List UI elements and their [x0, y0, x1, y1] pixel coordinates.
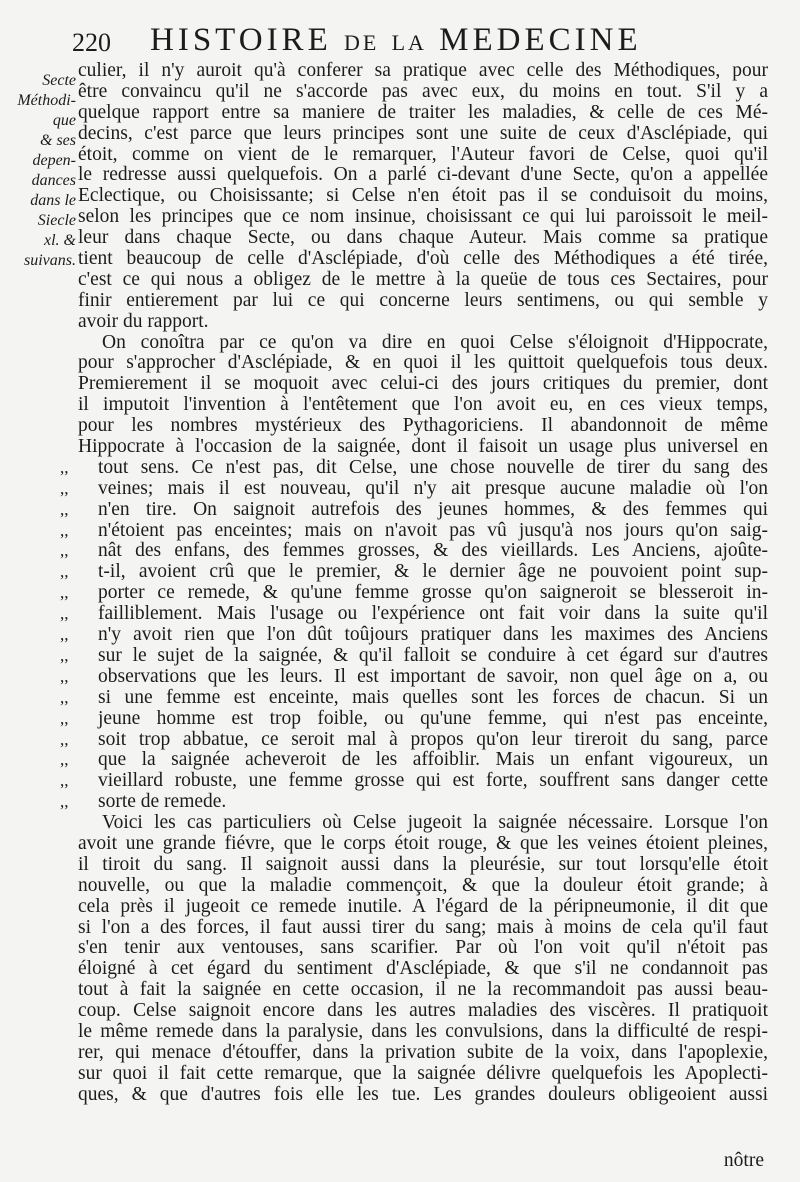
- text-run: n'y avoit rien que l'on dût toûjours pratiquer dans les maximes des Anciens: [98, 624, 768, 646]
- text-run: il imputoit l'invention à l'entêtement que l'on avoit eu, en ces vieux temps,: [78, 394, 768, 416]
- quoted-line: [60, 540, 768, 562]
- paragraph3-line: [78, 1085, 768, 1106]
- paragraph1-line: [78, 228, 768, 249]
- text-run: le même remede dans la paralysie, dans les convulsions, dans la difficulté de respi-: [78, 1020, 768, 1042]
- paragraph2-line: [78, 333, 768, 354]
- text-run: pour s'approcher d'Asclépiade, & en quoi il les quittoit quelquefois tous deux.: [78, 352, 768, 374]
- text-run: étoit, comme on vient de le remarquer, l'Auteur favori de Celse, quoi qu'il: [78, 143, 768, 165]
- quoted-line: [60, 582, 768, 604]
- quotation-mark: ,,: [60, 457, 69, 477]
- marginal-note-line: suivans.: [24, 252, 76, 269]
- quotation-mark: ,,: [60, 478, 69, 498]
- quoted-line: [60, 707, 768, 730]
- quotation-mark: ,,: [60, 520, 69, 540]
- paragraph1-line: [78, 145, 768, 166]
- paragraph3-line: [78, 938, 768, 959]
- quotation-mark: ,,: [60, 750, 69, 770]
- quotation-mark: ,,: [60, 792, 69, 812]
- text-run: c'est ce qui nous a obligez de le mettre à la queüe de tous ces Sectaires, pour: [78, 268, 768, 290]
- quotation-mark: ,,: [60, 687, 69, 707]
- quoted-line: [60, 770, 768, 792]
- quotation-mark: ,,: [60, 604, 69, 624]
- page-number: 220: [72, 28, 111, 57]
- quoted-line: [60, 498, 768, 521]
- quoted-line: [60, 749, 768, 771]
- paragraph3-line: [78, 897, 768, 918]
- text-run: sur quoi il fait cette remarque, que la saignée délivre quelquefois les Apoplecti-: [78, 1062, 768, 1084]
- text-run: tout à fait la saignée en cette occasion, il ne la recommandoit pas aussi beau-: [78, 979, 768, 1001]
- quoted-line: [60, 665, 768, 688]
- quoted-line: [60, 456, 768, 479]
- paragraph1-line: [78, 207, 768, 228]
- quoted-line: [60, 603, 768, 625]
- paragraph3-line: [78, 855, 768, 876]
- paragraph1-line: [78, 124, 768, 145]
- text-run: cela près il jugeoit ce remede inutile. A l'égard de la péripneumonie, il dit que: [78, 895, 768, 917]
- text-run: Hippocrate à l'occasion de la saignée, dont il faisoit un usage plus universel en: [78, 436, 768, 458]
- paragraph1-line: [78, 103, 768, 124]
- paragraph1-line: [78, 270, 768, 291]
- running-header: [72, 22, 712, 62]
- catchword: nôtre: [723, 1150, 764, 1171]
- paragraph3-line: [78, 1043, 768, 1064]
- text-run: t-il, avoient crû que le premier, & le dernier âge ne pouvoient point sup-: [98, 561, 768, 583]
- paragraph3-line: [78, 1064, 768, 1085]
- text-run: n'en tire. On saignoit autrefois des jeunes hommes, & des femmes qui: [98, 498, 768, 520]
- quotation-mark: ,,: [60, 499, 69, 519]
- text-run: jeune homme est trop foible, ou qu'une femme, qui n'est pas enceinte,: [98, 707, 768, 729]
- text-run: soit trop abbatue, ce seroit mal à propos qu'on leur tireroit du sang, parce: [98, 728, 768, 750]
- title-word-histoire: HISTOIRE: [150, 22, 332, 58]
- paragraph1-line: [78, 82, 768, 103]
- paragraph1-line: [78, 312, 768, 333]
- quotation-mark: ,,: [60, 583, 69, 603]
- text-run: culier, il n'y auroit qu'à conferer sa pratique avec celle des Méthodiques, pour: [78, 60, 768, 81]
- quoted-line: [60, 791, 768, 813]
- paragraph3-line: [78, 918, 768, 939]
- paragraph1-line: [78, 61, 768, 82]
- quoted-line: [60, 477, 768, 500]
- paragraph2-line: [78, 416, 768, 437]
- paragraph2-line: [78, 437, 768, 458]
- quoted-line: [60, 519, 768, 542]
- text-run: coup. Celse saignoit encore dans les autres maladies des viscères. Il pratiquoit: [78, 1000, 768, 1022]
- paragraph3-line: [78, 813, 768, 834]
- quoted-line: [60, 728, 768, 751]
- text-run: sur le sujet de la saignée, & qu'il falloit se conduire à cet égard sur d'autres: [98, 644, 768, 666]
- text-run: le redresse aussi quelquefois. On a parlé ci-devant d'une Secte, qu'on a appellée: [78, 164, 768, 186]
- text-run: si l'on a des forces, il faut aussi tirer du sang; mais à moins de cela qu'il faut: [78, 916, 768, 938]
- quoted-line: [60, 561, 768, 583]
- text-run: Voici les cas particuliers où Celse jugeoit la saignée nécessaire. Lorsque l'on: [102, 812, 768, 834]
- text-run: pour les nombres mystérieux des Pythagoriciens. Il abandonnoit de même: [78, 415, 768, 437]
- text-run: n'étoient pas enceintes; mais on n'avoit pas vû jusqu'à nos jours qu'on saig-: [98, 519, 768, 541]
- quoted-line: [60, 686, 768, 709]
- paragraph2-line: [78, 374, 768, 395]
- text-run: éloigné à cet égard du sentiment d'Asclépiade, & que s'il ne condannoit pas: [78, 958, 768, 980]
- text-run: rer, qui menace d'étouffer, dans la privation subite de la voix, dans l'apoplexie,: [78, 1041, 768, 1063]
- text-run: finir entierement par lui ce qui concerne leurs sentimens, ou qui semble y: [78, 289, 768, 311]
- quotation-mark: ,,: [60, 666, 69, 686]
- marginal-note-line: Secte: [42, 72, 76, 89]
- paragraph2-line: [78, 353, 768, 374]
- text-run: tout sens. Ce n'est pas, dit Celse, une chose nouvelle de tirer du sang des: [98, 456, 768, 478]
- text-run: nât des enfans, des femmes grosses, & des vieillards. Les Anciens, ajoûte-: [98, 540, 768, 562]
- quoted-line: [60, 644, 768, 667]
- title-word-de: DE: [343, 30, 380, 55]
- paragraph3-line: [78, 959, 768, 980]
- marginal-note: [4, 71, 76, 271]
- text-run: sorte de remede.: [98, 791, 227, 813]
- marginal-note-line: & ses: [40, 132, 76, 149]
- text-run: Eclectique, ou Choisissante; si Celse n'en étoit pas il se conduisoit du moins,: [78, 185, 768, 207]
- paragraph3-line: [78, 1022, 768, 1043]
- text-run: observations que les leurs. Il est important de savoir, non quel âge on a, ou: [98, 665, 768, 687]
- running-title: [150, 22, 642, 59]
- text-run: quelque rapport entre sa maniere de traiter les maladies, & celle de ces Mé-: [78, 101, 768, 123]
- quotation-mark: ,,: [60, 771, 69, 791]
- title-word-medecine: MEDECINE: [439, 22, 642, 58]
- marginal-note-line: Méthodi-: [17, 92, 76, 109]
- text-run: avoit une grande fiévre, que le corps étoit rouge, & que les veines étoient pleines,: [78, 832, 768, 854]
- text-run: leur dans chaque Secte, ou dans chaque Auteur. Mais comme sa pratique: [78, 227, 768, 249]
- marginal-note-line: que: [52, 112, 76, 129]
- text-run: que la saignée acheveroit de les affoiblir. Mais un enfant vigoureux, un: [98, 749, 768, 771]
- text-run: être convaincu qu'il ne s'accorde pas avec eux, du moins en tout. S'il y a: [78, 80, 768, 102]
- marginal-note-line: depen-: [32, 152, 76, 169]
- text-run: s'en tenir aux ventouses, sans scarifier. Par où l'on voit qu'il n'étoit pas: [78, 937, 768, 959]
- paragraph3-line: [78, 1001, 768, 1022]
- paragraph2-line: [78, 395, 768, 416]
- paragraph1-line: [78, 249, 768, 270]
- text-run: avoir du rapport.: [78, 310, 209, 332]
- quotation-mark: ,,: [60, 645, 69, 665]
- text-run: ques, & que d'autres fois elle les tue. Les grandes douleurs obligeoient aussi: [78, 1083, 768, 1105]
- paragraph3-line: [78, 834, 768, 855]
- quotation-mark: ,,: [60, 708, 69, 728]
- text-run: selon les principes que ce nom insinue, choisissant ce qui lui paroissoit le meil-: [78, 206, 768, 228]
- text-run: On conoîtra par ce qu'on va dire en quoi Celse s'éloignoit d'Hippocrate,: [102, 331, 768, 353]
- text-run: Premierement il se moquoit avec celui-ci des jours critiques du premier, dont: [78, 373, 768, 395]
- paragraph1-line: [78, 291, 768, 312]
- quotation-mark: ,,: [60, 541, 69, 561]
- marginal-note-line: dances: [31, 172, 76, 189]
- paragraph3-line: [78, 876, 768, 897]
- text-run: veines; mais il est nouveau, qu'il n'y ait presque aucune maladie où l'on: [98, 477, 768, 499]
- quotation-mark: ,,: [60, 562, 69, 582]
- quotation-mark: ,,: [60, 729, 69, 749]
- paragraph1-line: [78, 165, 768, 186]
- text-run: tient beaucoup de celle d'Asclépiade, d'où celle des Méthodiques a été tirée,: [78, 248, 768, 270]
- marginal-note-line: Siecle: [37, 212, 76, 229]
- paragraph1-line: [78, 186, 768, 207]
- text-run: il tiroit du sang. Il saignoit aussi dans la pleurésie, sur tout lorsqu'elle étoit: [78, 853, 768, 875]
- text-run: vieillard robuste, une femme grosse qui est forte, souffrent sans danger cette: [98, 770, 768, 792]
- marginal-note-line: dans le: [30, 192, 76, 209]
- marginal-note-line: xl. &: [44, 232, 76, 249]
- text-run: si une femme est enceinte, mais quelles sont les forces de chacun. Si un: [98, 686, 768, 708]
- text-run: porter ce remede, & qu'une femme grosse qu'on saigneroit se blesseroit in-: [98, 582, 768, 604]
- quotation-mark: ,,: [60, 625, 69, 645]
- quoted-line: [60, 624, 768, 646]
- text-run: nouvelle, ou que la maladie commençoit, & que la douleur étoit grande; à: [78, 874, 768, 896]
- text-run: failliblement. Mais l'usage ou l'expérience ont fait voir dans la suite qu'il: [98, 603, 768, 625]
- title-word-la: LA: [391, 30, 427, 55]
- paragraph3-line: [78, 980, 768, 1001]
- text-run: decins, c'est parce que leurs principes sont une suite de ceux d'Asclépiade, qui: [78, 122, 768, 144]
